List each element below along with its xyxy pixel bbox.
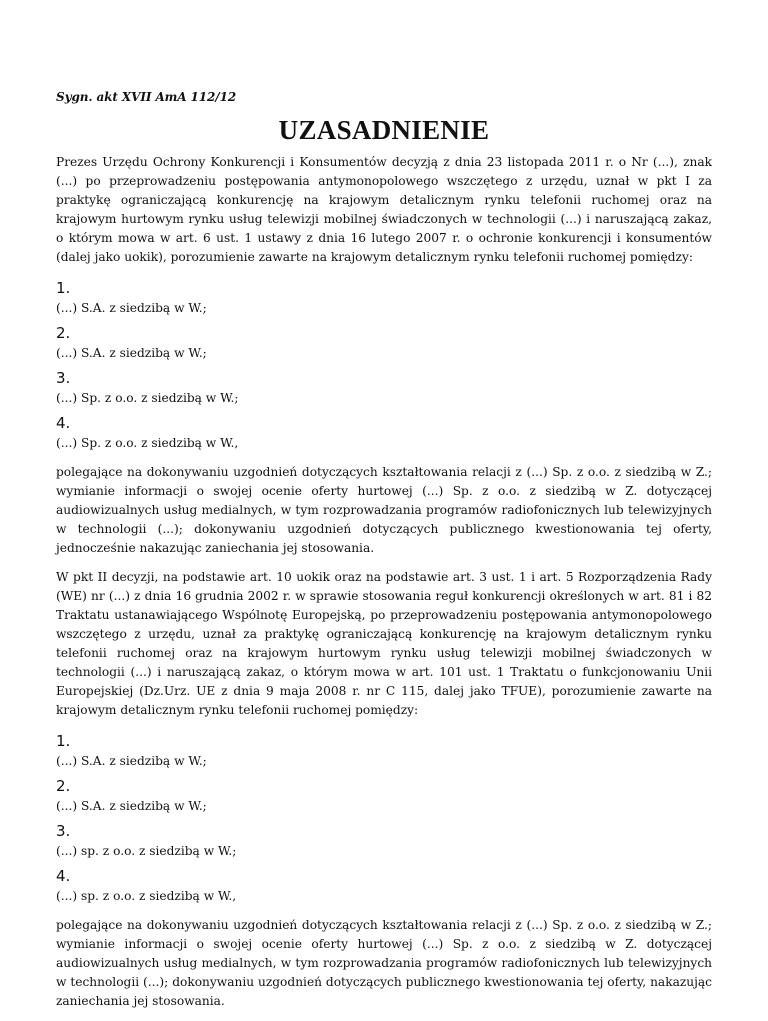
list-item [56, 865, 712, 906]
list-item [56, 412, 712, 453]
paragraph-2: polegające na dokonywaniu uzgodnień dotyczących kształtowania relacji z (...) Sp. z o.o. z siedzibą w Z.; wymianie informacji o swojej ocenie oferty hurtowej (...) Sp. z o.o. z siedzibą w Z. dotyczącej audiowizualnych usług medialnych, w tym rozprowadzania programów radiofonicznych lub telewizyjnych w technologii (...); dokonywaniu uzgodnień dotyczących publicznego kwestionowania tej oferty, jednocześnie nakazując zaniechania jej stosowania. [56, 465, 712, 555]
list-item-text: (...) S.A. z siedzibą w W.; [56, 301, 207, 315]
list-item-number: 2. [56, 324, 71, 342]
list-item-text: (...) Sp. z o.o. z siedzibą w W.; [56, 391, 239, 405]
party-list-2 [56, 730, 712, 906]
document-page [56, 88, 712, 1021]
list-item [56, 277, 712, 318]
list-item-number: 4. [56, 414, 71, 432]
paragraph-3: W pkt II decyzji, na podstawie art. 10 uokik oraz na podstawie art. 3 ust. 1 i art. 5 Rozporządzenia Rady (WE) nr (...) z dnia 16 grudnia 2002 r. w sprawie stosowania reguł konkurencji określonych w art. 81 i 82 Traktatu ustanawiającego Wspólnotę Europejską, po przeprowadzeniu postępowania antymonopolowego wszczętego z urzędu, uznał za praktykę ograniczającą konkurencję na krajowym detalicznym rynku telefonii ruchomej oraz na krajowym hurtowym rynku usług telewizji mobilnej świadczonych w technologii (...) i naruszającą zakaz, o którym mowa w art. 101 ust. 1 Traktatu o funkcjonowaniu Unii Europejskiej (Dz.Urz. UE z dnia 9 maja 2008 r. nr C 115, dalej jako TFUE), porozumienie zawarte na krajowym detalicznym rynku telefonii ruchomej pomiędzy: [56, 570, 712, 717]
list-item-number: 4. [56, 867, 71, 885]
list-item-number: 3. [56, 369, 71, 387]
list-item [56, 730, 712, 771]
case-signature: Sygn. akt XVII AmA 112/12 [56, 90, 237, 104]
list-item-number: 3. [56, 822, 71, 840]
list-item [56, 322, 712, 363]
party-list-1 [56, 277, 712, 453]
list-item-text: (...) S.A. z siedzibą w W.; [56, 346, 207, 360]
list-item-text: (...) S.A. z siedzibą w W.; [56, 754, 207, 768]
list-item-number: 1. [56, 279, 71, 297]
list-item-text: (...) sp. z o.o. z siedzibą w W.; [56, 844, 237, 858]
paragraph-4: polegające na dokonywaniu uzgodnień dotyczących kształtowania relacji z (...) Sp. z o.o. z siedzibą w Z.; wymianie informacji o swojej ocenie oferty hurtowej (...) Sp. z o.o. z siedzibą w Z. dotyczącej audiowizualnych usług medialnych, w tym rozprowadzania programów radiofonicznych lub telewizyjnych w technologii (...); dokonywaniu uzgodnień dotyczących publicznego kwestionowania tej oferty, nakazując zaniechania jej stosowania. [56, 918, 712, 1008]
list-item [56, 367, 712, 408]
list-item [56, 775, 712, 816]
list-item [56, 820, 712, 861]
list-item-number: 2. [56, 777, 71, 795]
paragraph-1: Prezes Urzędu Ochrony Konkurencji i Konsumentów decyzją z dnia 23 listopada 2011 r. o Nr (...), znak (...) po przeprowadzeniu postępowania antymonopolowego wszczętego z urzędu, uznał w pkt I za praktykę ograniczającą konkurencję na krajowym detalicznym rynku telefonii ruchomej oraz na krajowym hurtowym rynku usług telewizji mobilnej świadczonych w technologii (...) i naruszającą zakaz, o którym mowa w art. 6 ust. 1 ustawy z dnia 16 lutego 2007 r. o ochronie konkurencji i konsumentów (dalej jako uokik), porozumienie zawarte na krajowym detalicznym rynku telefonii ruchomej pomiędzy: [56, 155, 712, 264]
list-item-text: (...) sp. z o.o. z siedzibą w W., [56, 889, 237, 903]
list-item-number: 1. [56, 732, 71, 750]
document-title: UZASADNIENIE [278, 115, 490, 145]
list-item-text: (...) S.A. z siedzibą w W.; [56, 799, 207, 813]
list-item-text: (...) Sp. z o.o. z siedzibą w W., [56, 436, 239, 450]
